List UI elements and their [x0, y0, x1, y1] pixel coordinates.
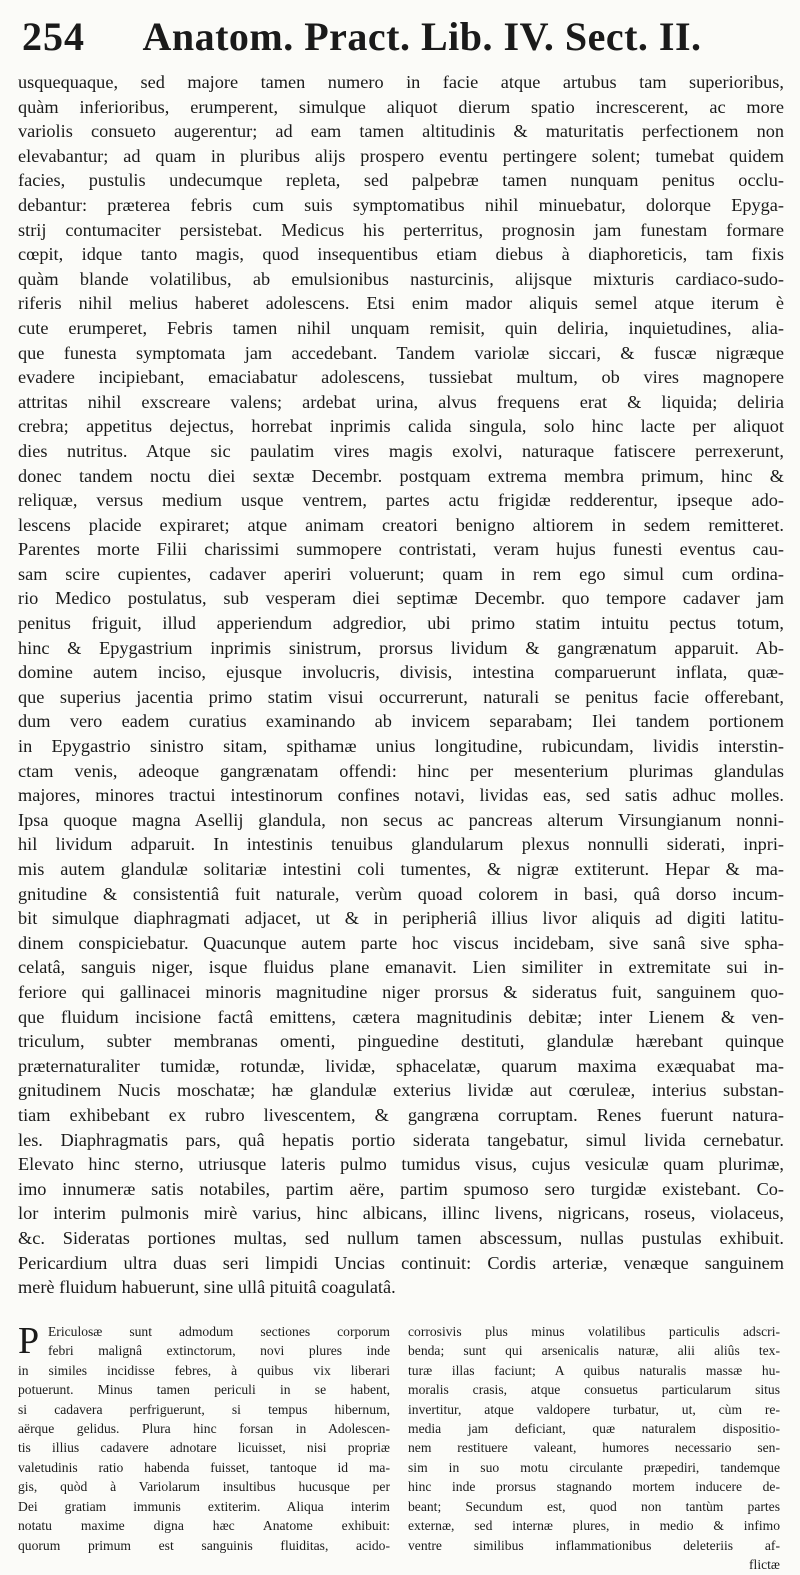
- main-text-block: [18, 70, 786, 1300]
- text-line: sim in suo motu circulante præpediri, tandemque: [408, 1459, 780, 1475]
- text-line: sam scire cupientes, cadaver aperiri voluerunt; quam in rem ego simul cum ordina-: [18, 563, 784, 584]
- text-line: crebra; appetitus dejectus, horrebat inprimis calida singula, solo hinc lacte per aliquot: [18, 416, 784, 437]
- text-line: tis illius cadavere adnotare licuisset, nisi propriæ: [18, 1440, 390, 1456]
- text-line: febri malignâ extinctorum, novi plures inde: [48, 1343, 390, 1359]
- text-line: que funesta symptomata jam accedebant. Tandem variolæ siccari, & fuscæ nigræque: [18, 342, 784, 363]
- text-line: les. Diaphragmatis pars, quâ hepatis portio siderata tangebatur, simul livida cernebatur.: [18, 1129, 784, 1150]
- text-line: merè fluidum habuerunt, sine ullâ pituitâ coagulatâ.: [18, 1277, 396, 1298]
- text-line: elevabantur; ad quam in pluribus alijs prospero eventu pertingere solent; tumebat quidem: [18, 145, 784, 166]
- text-line: cœpit, idque tanto magis, quod insequentibus etiam diebus à diaphoreticis, tam fixis: [18, 244, 784, 265]
- running-title: Anatom. Pract. Lib. IV. Sect. II.: [142, 14, 702, 59]
- text-line: media jam deficiant, quæ naturalem dispositio-: [408, 1420, 780, 1436]
- text-line: domine autem inciso, ejusque involucris, divisis, intestina comparuerunt inflata, quæ-: [18, 662, 784, 683]
- text-line: dinem conspiciebatur. Quacunque autem parte hoc viscus incidebam, sive sanâ sive spha-: [18, 932, 784, 953]
- drop-cap-initial: P: [18, 1319, 40, 1362]
- text-line: Parentes morte Filii charissimi summopere contristati, veram hujus funesti eventus cau-: [18, 539, 784, 560]
- text-line: donec tandem noctu diei sextæ Decembr. postquam extrema membra primum, hinc &: [18, 465, 784, 486]
- text-line: moralis crasis, atque consuetus particularum situs: [408, 1382, 780, 1398]
- text-line: Pericardium ultra duas seri limpidi Uncias continuit: Cordis arteriæ, venæque sanguinem: [18, 1252, 784, 1273]
- text-line: dies nutritus. Atque sic paulatim vires magis exolvi, naturaque fatiscere perrexerunt,: [18, 440, 784, 461]
- text-line: in similes incidisse febres, à quibus vix liberari: [18, 1362, 390, 1378]
- text-line: invertitur, atque valdopere turbatur, ut, cùm re-: [408, 1401, 780, 1417]
- page-header: [18, 14, 786, 70]
- text-line: attritas nihil exscreare valens; ardebat urina, alvus frequens erat & liquida; deliria: [18, 391, 784, 412]
- text-line: feriore qui gallinacei minoris magnitudine niger prorsus & sideratus fuit, sanguinem quo-: [18, 981, 784, 1002]
- text-line: penitus friguit, illud apperiendum adgredior, ubi primo statim intuitu pectus totum,: [18, 613, 784, 634]
- text-line: majores, minores tractui intestinorum confines notavi, lividas eas, sed satis adhuc molles.: [18, 785, 784, 806]
- left-column: [18, 1319, 390, 1575]
- text-line: nem restituere valeant, humores necessario sen-: [408, 1440, 780, 1456]
- text-line: imo innumeræ satis notabiles, partim aëre, partim spumoso sero turgidæ existebant. Co-: [18, 1178, 784, 1199]
- text-line: facies, pustulis undecumque repleta, sed palpebræ tamen nunquam penitus occlu-: [18, 170, 784, 191]
- text-line: flictæ: [749, 1557, 780, 1573]
- text-line: hinc inde prorsus stagnando mortem inducere de-: [408, 1479, 780, 1495]
- text-line: externæ, sed internæ plures, in medio & infimo: [408, 1518, 780, 1534]
- text-line: beant; Secundum est, quod non tantùm partes: [408, 1498, 780, 1514]
- text-line: ventre similibus inflammationibus deleteriis af-: [408, 1537, 780, 1553]
- text-line: strij contumaciter persistebat. Medicus his perterritus, prognosin jam funestam formare: [18, 219, 784, 240]
- text-line: debantur: præterea febris cum suis symptomatibus nihil minuebatur, dolorque Epyga-: [18, 194, 784, 215]
- text-line: Ipsa quoque magna Asellij glandula, non secus ac pancreas alterum Virsungianum nonni-: [18, 809, 784, 830]
- text-line: aërque gelidus. Plura hinc forsan in Adolescen-: [18, 1420, 390, 1436]
- text-line: dum vero eadem curatius examinando ab invicem separabam; Ilei tandem portionem: [18, 711, 784, 732]
- text-line: reliquæ, versus medium usque ventrem, partes actu frigidæ redderentur, ipseque ado-: [18, 490, 784, 511]
- commentary-columns: [18, 1319, 786, 1575]
- text-line: lor interim pulmonis mirè varius, hinc albicans, illinc livens, nigricans, roseus, violaceus,: [18, 1203, 784, 1224]
- text-line: bit simulque diaphragmati adjacet, ut & in peripheriâ illius livor aliquis ad digiti latitu-: [18, 908, 784, 929]
- text-line: rio Medico postulatus, sub vesperam diei septimæ Decembr. quo tempore cadaver jam: [18, 588, 784, 609]
- text-line: quàm inferioribus, erumperent, simulque aliquot dierum spatio increscerent, ac more: [18, 96, 784, 117]
- text-line: ctam venis, adeoque gangrænatam offendi: hinc per mesenterium plurimas glandulas: [18, 760, 784, 781]
- text-line: Elevato hinc sterno, utriusque lateris pulmo tumidus visus, cujus vesiculæ quam plurimæ,: [18, 1154, 784, 1175]
- text-line: valetudinis ratio habenda fuisset, tantoque id ma-: [18, 1459, 390, 1475]
- text-line: celatâ, sanguis niger, isque fluidus plane emanavit. Lien similiter in extremitate sui in-: [18, 957, 784, 978]
- text-line: tiam exhibebant ex rubro livescentem, & gangræna corruptam. Renes fuerunt natura-: [18, 1104, 784, 1125]
- text-line: mis autem glandulæ solitariæ intestini coli tumentes, & nigræ extiterunt. Hepar & ma-: [18, 859, 784, 879]
- text-line: gnitudinem Nucis moschatæ; hæ glandulæ exterius lividæ aut cœruleæ, interius substan-: [18, 1080, 784, 1101]
- text-line: præternaturaliter tumidæ, rotundæ, lividæ, sphacelatæ, quarum maxima exæquabat ma-: [18, 1055, 784, 1076]
- text-line: lescens placide expiraret; atque animam creatori benigno altiorem in sedem remitteret.: [18, 514, 784, 535]
- text-line: cute erumperet, Febris tamen nihil unquam remisit, quin deliria, inquietudines, alia-: [18, 317, 784, 338]
- text-line: triculum, subter membranas omenti, pinguedine destituti, glandulæ hærebant quinque: [18, 1031, 784, 1052]
- page-number: 254: [22, 14, 85, 59]
- text-line: quàm blande volatilibus, ab emulsionibus nasturcinis, alijsque mixturis cardiaco-sudo-: [18, 268, 784, 289]
- text-line: que superius jacentia primo statim visui occurrerunt, naturali se penitus facie offerebant,: [18, 686, 784, 707]
- text-line: notatu maxime digna hæc Anatome exhibuit:: [18, 1518, 390, 1534]
- text-line: variolis consueto augerentur; ad eam tamen altitudinis & maturitatis perfectionem non: [18, 121, 784, 142]
- text-line: &c. Sideratas portiones multas, sed nullum tamen abscessum, nullas pustulas exhibuit.: [18, 1227, 784, 1248]
- text-line: hinc & Epygastrium inprimis sinistrum, prorsus lividum & gangrænatum apparuit. Ab-: [18, 637, 784, 658]
- text-line: que fluidum incisione factâ emittens, cætera magnitudinis debitæ; inter Lienem & ven-: [18, 1006, 784, 1027]
- text-line: Dei gratiam immunis extiterim. Aliqua interim: [18, 1498, 390, 1514]
- section-gap: [18, 1300, 786, 1322]
- text-line: riferis nihil melius haberet adolescens. Etsi enim mador aliquis semel atque iterum è: [18, 293, 784, 314]
- text-line: turæ illas faciunt; A quibus naturalis massæ hu-: [408, 1362, 780, 1378]
- text-line: si cadavera perfriguerunt, si tempus hibernum,: [18, 1401, 390, 1417]
- text-line: Ericulosæ sunt admodum sectiones corporum: [48, 1323, 390, 1339]
- text-line: potuerunt. Minus tamen periculi in se habent,: [18, 1382, 390, 1398]
- text-line: in Epygastrio sinistro sitam, spithamæ unius longitudine, rubicundam, lividis interstin-: [18, 736, 784, 757]
- text-line: benda; sunt qui arsenicalis naturæ, alii aliûs tex-: [408, 1343, 780, 1359]
- text-line: quorum primum est sanguinis fluiditas, acido-: [18, 1537, 390, 1553]
- text-line: usquequaque, sed majore tamen numero in facie atque artubus tam superioribus,: [18, 72, 784, 92]
- text-line: gis, quòd à Variolarum insultibus hucusque per: [18, 1479, 390, 1495]
- text-line: hil lividum adparuit. In intestinis tenuibus glandularum plexus nonnulli siderati, inpri-: [18, 834, 784, 855]
- text-line: evadere incipiebant, emaciabatur adolescens, tussiebat multum, ob vires magnopere: [18, 367, 784, 388]
- right-column: [408, 1322, 780, 1575]
- text-line: corrosivis plus minus volatilibus particulis adscri-: [408, 1323, 780, 1339]
- text-line: gnitudine & consistentiâ fuit naturale, verùm quoad colorem in basi, quâ dorso incum-: [18, 883, 784, 904]
